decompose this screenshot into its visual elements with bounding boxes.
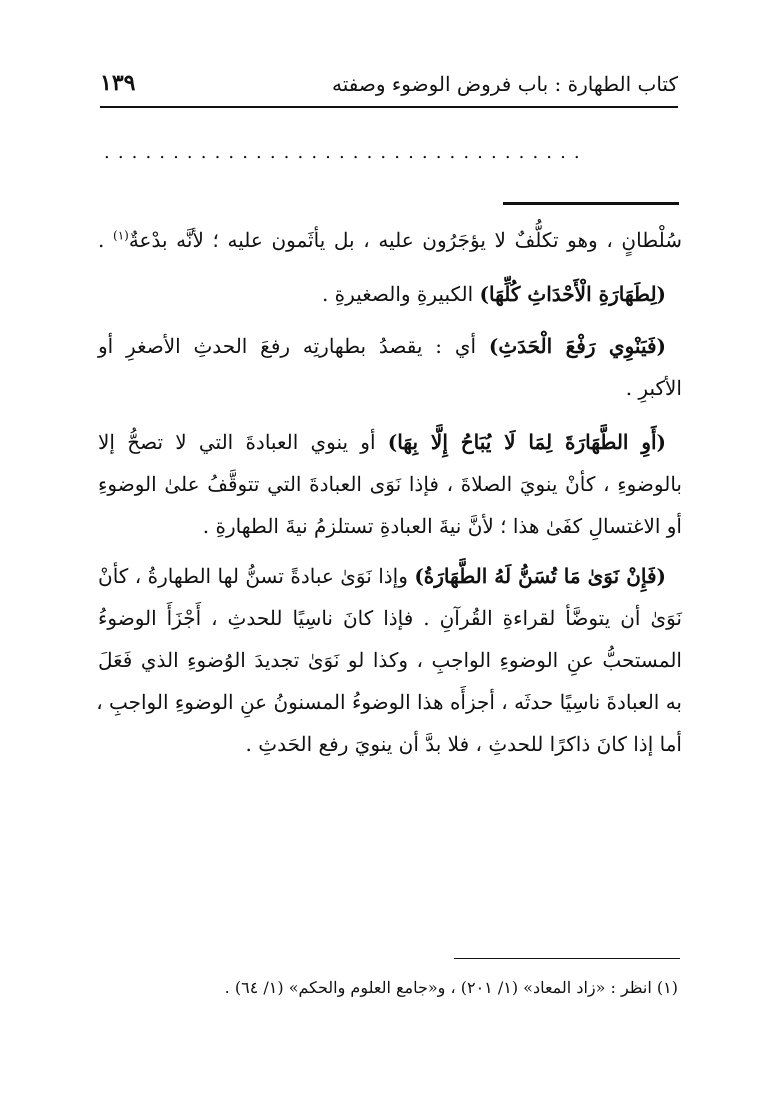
dotted-separator: ................................... (104, 142, 588, 163)
text-line-9: نَوَىٰ أن يتوضَّأ لقراءةِ القُرآنِ . فإذا كانَ ناسِيًا للحدثِ ، أَجْزَأَ الوضوءُ (98, 606, 682, 630)
section-rule (503, 202, 679, 205)
text-line-10: المستحبُّ عنِ الوضوءِ الواجبِ ، وكذا لو نَوَىٰ تجديدَ الوُضوءِ الذي فَعَلَ (98, 648, 682, 672)
text-line-5: (أَوِ الطَّهَارَةَ لِمَا لَا يُبَاحُ إِلَّا بِهَا) أو ينوي العبادةَ التي لا تصحُّ إلا (98, 430, 666, 454)
page-header (100, 70, 678, 104)
footnote: (١) انظر : «زاد المعاد» (١/ ٢٠١) ، و«جامع العلوم والحكم» (١/ ٦٤) . (224, 978, 678, 997)
matn-quote: (فَيَنْوِي رَفْعَ الْحَدَثِ) (488, 334, 666, 358)
page-number: ١٣٩ (100, 70, 136, 96)
text-line-6: بالوضوءِ ، كأنْ ينويَ الصلاةَ ، فإذا نَوَى العبادةَ التي تتوقَّفُ علىٰ الوضوءِ (98, 472, 682, 496)
matn-quote: (لِطَهَارَةِ الْأَحْدَاثِ كُلِّهَا) (479, 282, 666, 306)
header-rule (100, 106, 678, 108)
text-line-2: (لِطَهَارَةِ الْأَحْدَاثِ كُلِّهَا) الكبيرةِ والصغيرةِ . (321, 282, 666, 306)
text-line-1: سُلْطانٍ ، وهو تكلُّفٌ لا يؤجَرُون عليه ، بل يأثَمون عليه ؛ لأنَّه بدْعةٌ$^{(١)}$ . (98, 228, 682, 252)
matn-quote: (أَوِ الطَّهَارَةَ لِمَا لَا يُبَاحُ إِلَّا بِهَا) (387, 430, 666, 454)
footnote-marker: (١) (113, 228, 129, 243)
running-title: كتاب الطهارة : باب فروض الوضوء وصفته (331, 72, 678, 96)
footnote-rule (454, 958, 680, 959)
text-line-4: الأكبرِ . (625, 376, 682, 400)
text-line-3: (فَيَنْوِي رَفْعَ الْحَدَثِ) أي : يقصدُ بطهارتِه رفعَ الحدثِ الأصغرِ أو (98, 334, 666, 358)
text-line-7: أو الاغتسالِ كفَىٰ هذا ؛ لأنَّ نيةَ العبادةِ تستلزمُ نيةَ الطهارةِ . (202, 514, 682, 538)
text-line-8: (فَإِنْ نَوَىٰ مَا تُسَنُّ لَهُ الطَّهَارَةُ) وإذا نَوَىٰ عبادةً تسنُّ لها الطهارةُ ، كأنْ (98, 564, 666, 588)
text-line-11: به العبادةَ ناسِيًا حدثَه ، أجزأَه هذا الوضوءُ المسنونُ عنِ الوضوءِ الواجبِ ، (96, 690, 682, 714)
text-line-12: أما إذا كانَ ذاكرًا للحدثِ ، فلا بدَّ أن ينويَ رفع الحَدثِ . (245, 732, 682, 756)
matn-quote: (فَإِنْ نَوَىٰ مَا تُسَنُّ لَهُ الطَّهَارَةُ) (414, 564, 666, 588)
